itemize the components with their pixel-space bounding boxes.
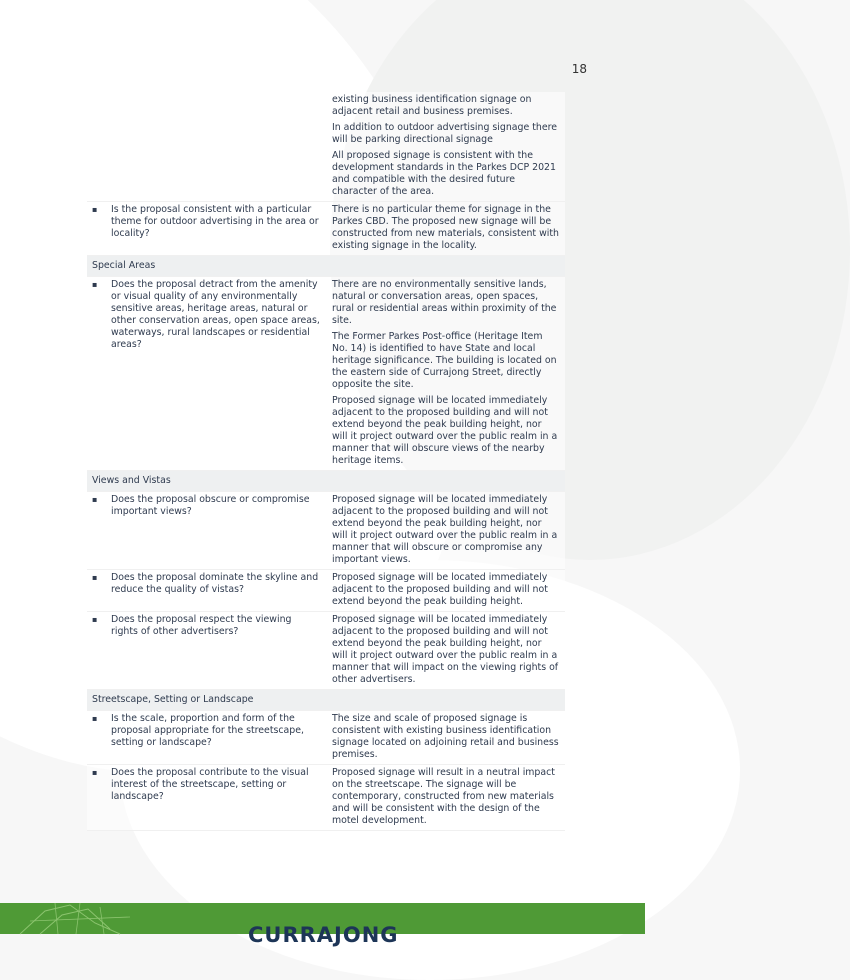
section-header-row xyxy=(87,690,565,711)
response-cell xyxy=(325,202,565,255)
criterion-cell xyxy=(87,570,325,611)
response-cell xyxy=(325,492,565,569)
criterion-question: Does the proposal obscure or compromise important views? xyxy=(111,494,310,517)
bullet-icon: ▪ xyxy=(92,495,98,504)
map-lines-graphic xyxy=(0,903,160,934)
response-paragraph: existing business identification signage on adjacent retail and business premises. xyxy=(332,94,532,117)
criterion-cell xyxy=(87,612,325,689)
criterion-cell xyxy=(87,277,325,470)
response-cell xyxy=(325,765,565,830)
response-paragraph: There is no particular theme for signage in the Parkes CBD. The proposed new signage will be constructed from new materials, consistent with existing signage in the locality. xyxy=(332,204,559,251)
table-row xyxy=(87,277,565,471)
table-row xyxy=(87,612,565,690)
response-paragraph: Proposed signage will be located immediately adjacent to the proposed building and will not extend beyond the peak building height, nor will it project outward over the public realm in a manner that will obscure views of the nearby heritage items. xyxy=(332,395,558,466)
bullet-icon: ▪ xyxy=(92,768,98,777)
table-row xyxy=(87,202,565,256)
criterion-cell xyxy=(87,765,325,830)
page-number: 18 xyxy=(571,62,587,76)
response-paragraph: All proposed signage is consistent with the development standards in the Parkes DCP 2021 and compatible with the desired future character of the area. xyxy=(332,150,556,197)
criterion-question: Does the proposal detract from the amenity or visual quality of any environmentally sensitive areas, heritage areas, natural or other conservation areas, open space areas, waterways, rural landscapes or residential areas? xyxy=(111,279,320,350)
footer-band xyxy=(0,903,645,947)
section-label: Streetscape, Setting or Landscape xyxy=(92,694,254,705)
table-row xyxy=(87,711,565,765)
response-cell xyxy=(325,612,565,689)
response-paragraph: Proposed signage will be located immediately adjacent to the proposed building and will not extend beyond the peak building height. xyxy=(332,572,548,607)
section-header-row xyxy=(87,256,565,277)
response-paragraph: The size and scale of proposed signage is consistent with existing business identification signage located on adjoining retail and business premises. xyxy=(332,713,559,760)
response-cell xyxy=(325,92,565,201)
response-cell xyxy=(325,277,565,470)
table-row xyxy=(87,570,565,612)
response-paragraph: The Former Parkes Post-office (Heritage Item No. 14) is identified to have State and local heritage significance. The building is located on the eastern side of Currajong Street, directly opposite the site. xyxy=(332,331,557,390)
bullet-icon: ▪ xyxy=(92,573,98,582)
bullet-icon: ▪ xyxy=(92,280,98,289)
criterion-cell xyxy=(87,202,325,255)
footer-logo: CURRAJONG xyxy=(248,923,399,947)
table-row xyxy=(87,92,565,202)
criterion-question: Does the proposal dominate the skyline and reduce the quality of vistas? xyxy=(111,572,319,595)
response-paragraph: Proposed signage will result in a neutral impact on the streetscape. The signage will be contemporary, constructed from new materials and will be consistent with the design of the motel development. xyxy=(332,767,555,826)
criterion-cell xyxy=(87,711,325,764)
response-cell xyxy=(325,570,565,611)
response-cell xyxy=(325,711,565,764)
assessment-table xyxy=(87,92,565,831)
section-label: Views and Vistas xyxy=(92,475,171,486)
response-paragraph: Proposed signage will be located immediately adjacent to the proposed building and will not extend beyond the peak building height, nor will it project outward over the public realm in a manner that will impact on the viewing rights of other advertisers. xyxy=(332,614,559,685)
section-label: Special Areas xyxy=(92,260,156,271)
section-header-row xyxy=(87,471,565,492)
table-row xyxy=(87,765,565,831)
response-paragraph: In addition to outdoor advertising signage there will be parking directional signage xyxy=(332,122,558,145)
criterion-question: Is the proposal consistent with a particular theme for outdoor advertising in the area or locality? xyxy=(111,204,319,239)
criterion-cell xyxy=(87,92,325,201)
criterion-question: Does the proposal contribute to the visual interest of the streetscape, setting or landscape? xyxy=(111,767,309,802)
response-paragraph: There are no environmentally sensitive lands, natural or conversation areas, open spaces, rural or residential areas within proximity of the site. xyxy=(332,279,557,326)
bullet-icon: ▪ xyxy=(92,714,98,723)
table-row xyxy=(87,492,565,570)
criterion-question: Does the proposal respect the viewing rights of other advertisers? xyxy=(111,614,292,637)
bullet-icon: ▪ xyxy=(92,615,98,624)
bullet-icon: ▪ xyxy=(92,205,98,214)
criterion-question: Is the scale, proportion and form of the proposal appropriate for the streetscape, setting or landscape? xyxy=(111,713,304,748)
response-paragraph: Proposed signage will be located immediately adjacent to the proposed building and will not extend beyond the peak building height, nor will it project outward over the public realm in a manner that will obscure or compromise any important views. xyxy=(332,494,558,565)
criterion-cell xyxy=(87,492,325,569)
